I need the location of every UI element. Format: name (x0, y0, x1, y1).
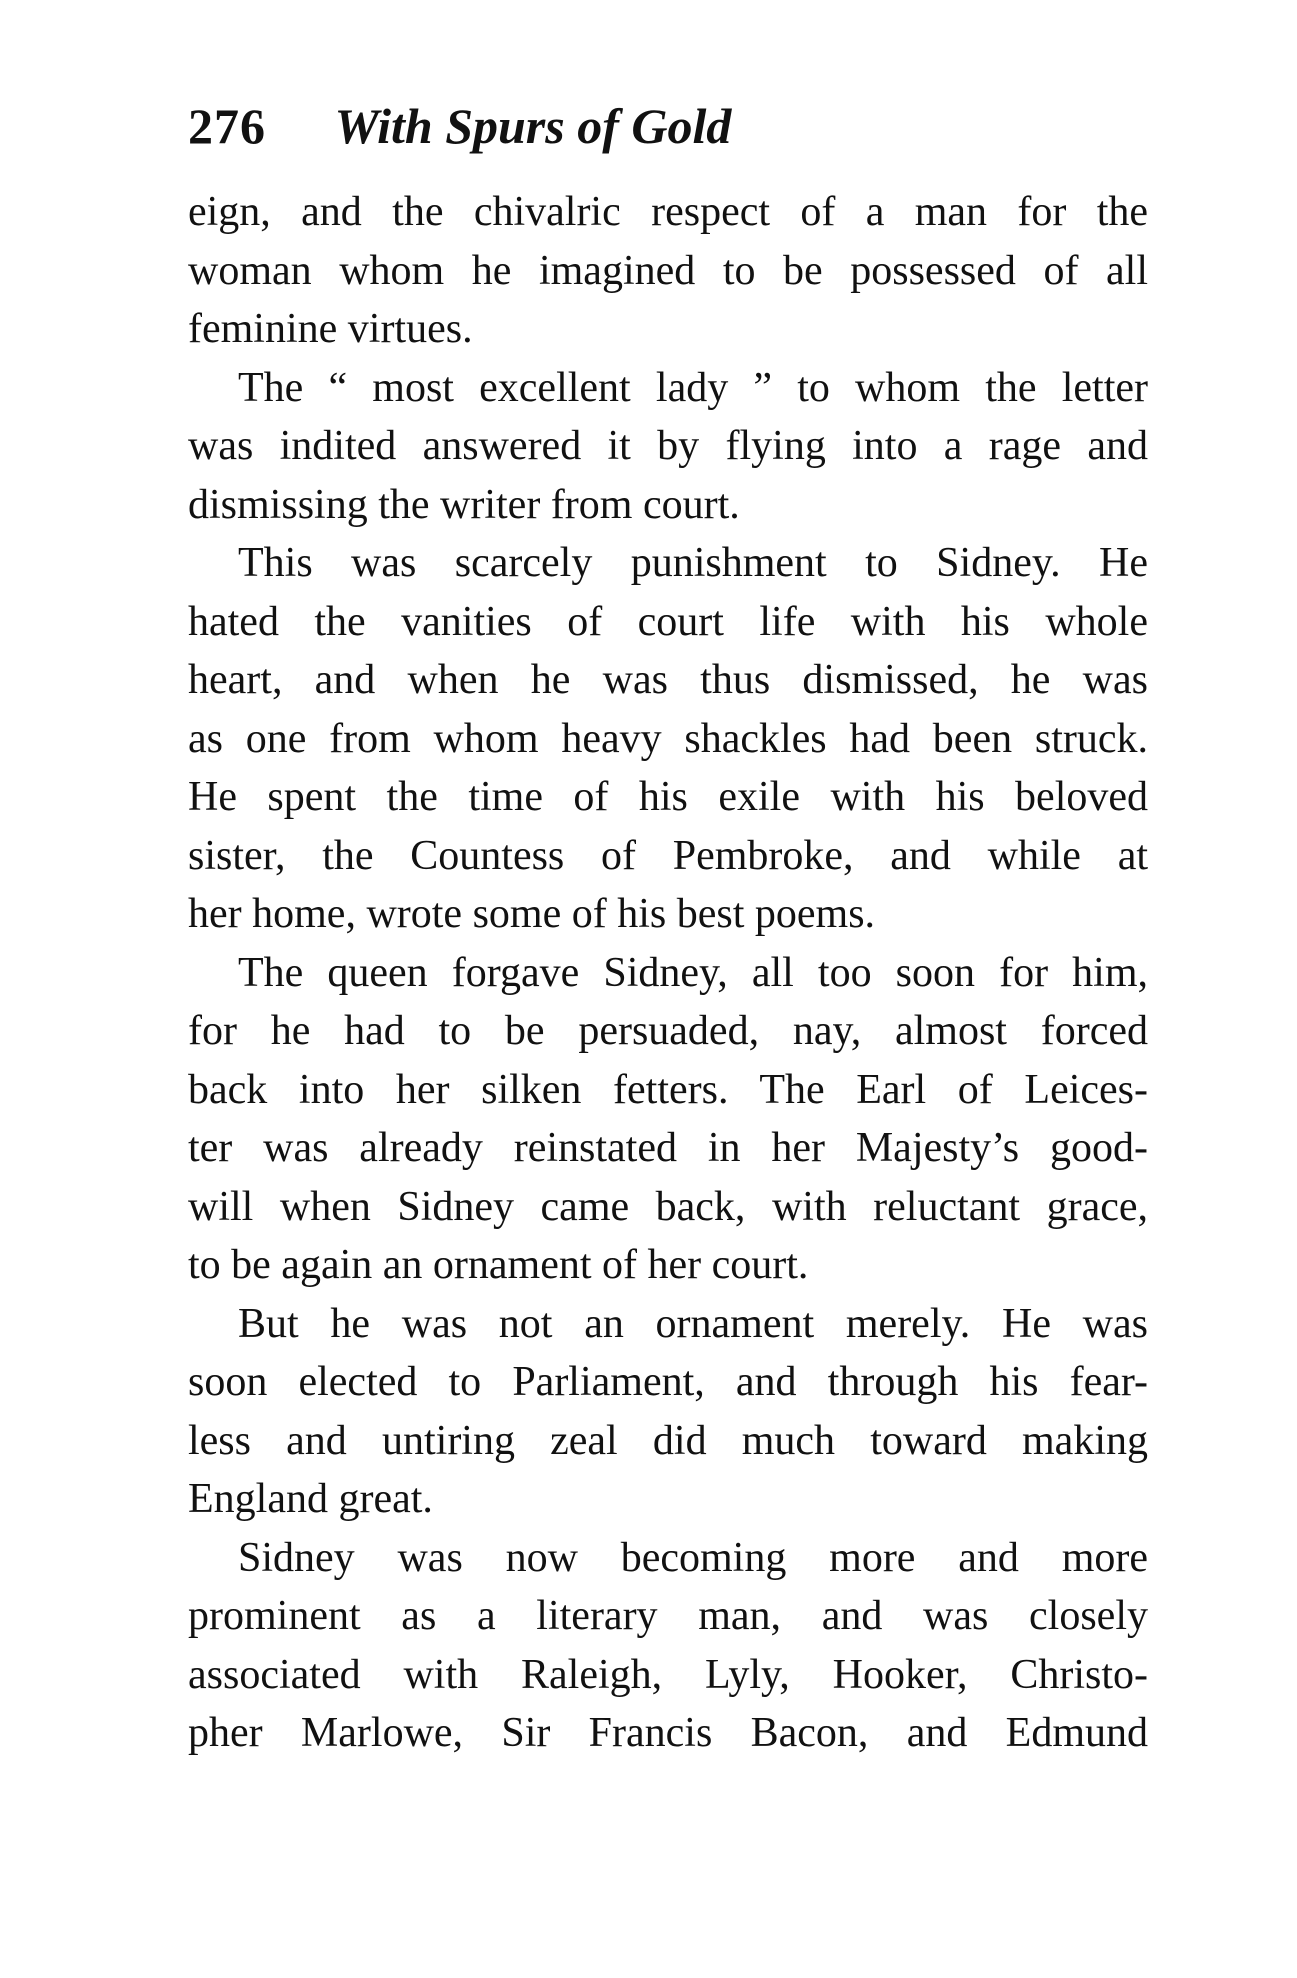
text-line: associated with Raleigh, Lyly, Hooker, Christo- (188, 1651, 1148, 1698)
paragraph (188, 1295, 1148, 1529)
text-line: prominent as a literary man, and was closely (188, 1593, 1148, 1639)
text-line: feminine virtues. (188, 306, 473, 352)
text-line: He spent the time of his exile with his beloved (188, 774, 1148, 820)
paragraph (188, 1529, 1148, 1763)
page-number: 276 (188, 98, 266, 154)
text-line: pher Marlowe, Sir Francis Bacon, and Edmund (188, 1710, 1148, 1756)
text-line: hated the vanities of court life with his whole (188, 598, 1148, 645)
paragraph (188, 944, 1148, 1295)
text-line: woman whom he imagined to be possessed of all (188, 247, 1148, 294)
running-head (188, 96, 1148, 156)
text-line: The queen forgave Sidney, all too soon for him, (238, 949, 1148, 996)
text-line: back into her silken fetters. The Earl of Leices- (188, 1066, 1148, 1113)
text-line: as one from whom heavy shackles had been struck. (188, 715, 1148, 762)
text-line: eign, and the chivalric respect of a man for the (188, 189, 1148, 235)
text-line: Sidney was now becoming more and more (238, 1534, 1148, 1581)
paragraph (188, 359, 1148, 535)
text-line: This was scarcely punishment to Sidney. He (238, 540, 1148, 586)
text-line: ter was already reinstated in her Majesty’s good- (188, 1125, 1148, 1171)
paragraph (188, 183, 1148, 359)
text-line: to be again an ornament of her court. (188, 1242, 809, 1288)
running-title: With Spurs of Gold (334, 98, 732, 154)
text-line: for he had to be persuaded, nay, almost forced (188, 1008, 1148, 1054)
text-line: was indited answered it by flying into a rage and (188, 423, 1148, 469)
body-text (188, 183, 1148, 1763)
text-line: England great. (188, 1476, 433, 1522)
text-line: sister, the Countess of Pembroke, and while at (188, 832, 1148, 879)
text-line: will when Sidney came back, with reluctant grace, (188, 1183, 1148, 1230)
paragraph (188, 534, 1148, 944)
text-line: dismissing the writer from court. (188, 481, 740, 528)
text-line: her home, wrote some of his best poems. (188, 891, 876, 937)
text-line: less and untiring zeal did much toward making (188, 1417, 1148, 1464)
text-line: heart, and when he was thus dismissed, he was (188, 657, 1148, 703)
text-line: The “ most excellent lady ” to whom the letter (238, 364, 1148, 411)
text-line: But he was not an ornament merely. He was (238, 1300, 1148, 1347)
text-line: soon elected to Parliament, and through his fear- (188, 1359, 1148, 1405)
